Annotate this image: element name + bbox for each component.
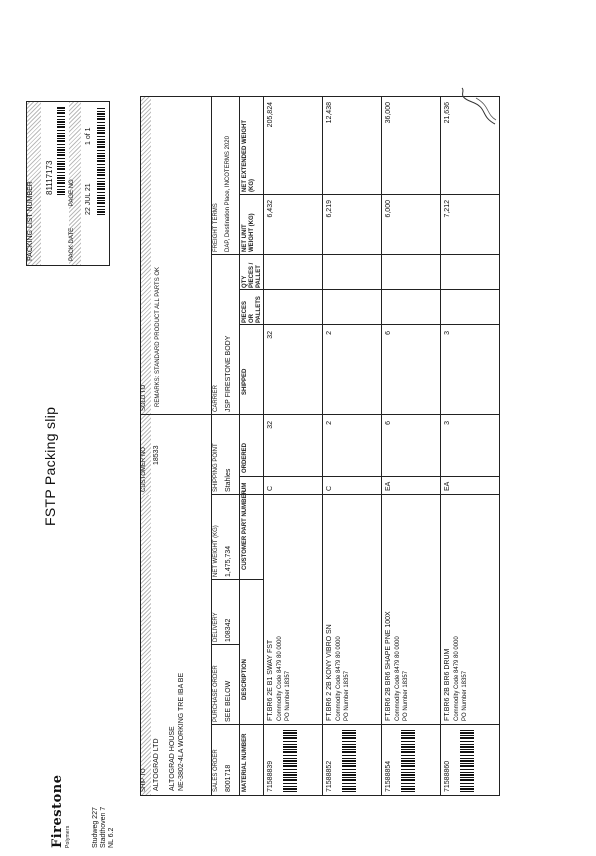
item-po-number: PO Number 18357 (403, 670, 409, 721)
col-pieces-pallets: PIECES OR PALLETS (242, 296, 262, 323)
customer-label: CUSTOMER NO (141, 447, 147, 492)
freight-label: FREIGHT TERMS (213, 203, 219, 252)
material-barcode (401, 730, 415, 792)
material-number: 71588839 (267, 760, 274, 792)
item-extended-weight: 21,636 (444, 102, 451, 124)
pack-date-barcode (97, 107, 105, 215)
col-qty-pieces: QTY PIECES / PALLET (242, 262, 262, 288)
material-barcode (283, 730, 297, 792)
col-net-unit-weight: NET UNIT WEIGHT (KG) (242, 213, 255, 252)
item-po-number: PO Number 18357 (344, 670, 350, 721)
col-shipped: SHIPPED (242, 368, 248, 395)
shipping-point-label: SHIPPING POINT (213, 443, 219, 492)
col-net-extended-weight: NET EXTENDED WEIGHT (KG) (242, 119, 255, 192)
item-description: FT.BR6 2B BR6 DRUM (444, 648, 451, 721)
delivery-value: 108342 (225, 618, 232, 642)
material-barcode (342, 730, 356, 792)
item-unit-weight: 6,000 (385, 200, 392, 218)
customer-header (141, 415, 151, 495)
main-table (140, 96, 500, 796)
item-um: EA (385, 481, 392, 491)
packing-slip-sheet (20, 76, 520, 856)
item-po-number: PO Number 18357 (285, 670, 291, 721)
item-um: EA (444, 481, 451, 491)
item-commodity-code: Commodity Code 8479 80 0000 (277, 636, 283, 721)
net-weight-label: NET WEIGHT (KG) (213, 525, 219, 577)
item-extended-weight: 36,000 (385, 102, 392, 124)
packing-list-box (26, 101, 110, 266)
item-shipped: 6 (385, 331, 392, 335)
item-unit-weight: 6,219 (326, 200, 333, 218)
item-description: FT.BR6 2E B1 SWAY FST (267, 639, 274, 721)
row-divider (381, 97, 382, 795)
col-material: MATERIAL NUMBER (242, 733, 248, 792)
ship-to-name: ALTOGRAD LTD (153, 738, 160, 791)
shipping-point-value: Stahles (225, 468, 232, 492)
col-description: DESCRIPTION (242, 658, 248, 700)
logo-subtitle: Polymers (65, 825, 71, 848)
ship-to-label: SHIP TO (141, 768, 147, 792)
sales-order-value: 8001718 (225, 764, 232, 792)
firestone-logo: Firestone (50, 774, 65, 848)
page-no-label: PAGE NO (69, 179, 75, 207)
item-extended-weight: 12,438 (326, 102, 333, 124)
material-barcode (460, 730, 474, 792)
delivery-label: DELIVERY (213, 612, 219, 642)
item-commodity-code: Commodity Code 8479 80 0000 (395, 636, 401, 721)
net-weight-value: 1,475,734 (225, 545, 232, 577)
customer-number: 18533 (153, 445, 160, 465)
po-label: PURCHASE ORDER (213, 665, 219, 722)
pack-date: 22 JUL 21 (85, 183, 92, 215)
address-line: NL 6.2 (108, 827, 115, 848)
packing-list-label: PACKING LIST NUMBER (27, 181, 34, 261)
item-po-number: PO Number 18357 (462, 670, 468, 721)
pack-date-header (69, 102, 81, 265)
ship-to-addr2: NE-3802-4LA WORKING TRE IBA BE (178, 672, 185, 791)
item-ordered: 6 (385, 421, 392, 425)
col-ordered: ORDERED (242, 442, 248, 473)
item-unit-weight: 6,432 (267, 200, 274, 218)
sold-to-header (141, 97, 151, 414)
item-shipped: 2 (326, 331, 333, 335)
material-number: 71588852 (326, 760, 333, 792)
item-unit-weight: 7,212 (444, 200, 451, 218)
material-number: 71588854 (385, 760, 392, 792)
po-value: SEE BELOW (225, 680, 232, 722)
packing-list-number: 81117173 (45, 160, 54, 195)
item-description: FT.BR6 2B BR6 SHAPE PNE 100X (385, 611, 392, 721)
sales-order-label: SALES ORDER (213, 749, 219, 792)
page-number: 1 of 1 (85, 127, 92, 145)
ship-to-addr1: ALTOGRAD HOUSE (169, 726, 176, 791)
address-line: Stadthoven 7 (100, 806, 107, 848)
packing-list-barcode (57, 107, 65, 195)
pack-date-label: PACK DATE (69, 227, 75, 261)
item-description: FT.BR6 2 2B KONY VIBRO SN (326, 624, 333, 721)
item-ordered: 2 (326, 421, 333, 425)
carrier-label: CARRIER (213, 384, 219, 412)
item-um: C (267, 485, 274, 491)
item-um: C (326, 485, 333, 491)
packing-list-header (27, 102, 41, 265)
freight-value: DAP, Destination Place, INCOTERMS 2020 (225, 136, 231, 252)
item-ordered: 32 (267, 421, 274, 429)
item-extended-weight: 205,824 (267, 102, 274, 128)
address-line: Studweg 227 (92, 807, 99, 848)
sold-to-label: SOLD TO (141, 384, 147, 411)
row-divider (440, 97, 441, 795)
item-commodity-code: Commodity Code 8479 80 0000 (336, 636, 342, 721)
row-divider (322, 97, 323, 795)
signature-scribble (460, 86, 500, 126)
item-commodity-code: Commodity Code 8479 80 0000 (454, 636, 460, 721)
item-ordered: 3 (444, 421, 451, 425)
sold-to-text: REMARKS: STANDARD PRODUCT ALL PARTS OK (155, 266, 161, 407)
col-customer-part: CUSTOMER PART NUMBER (242, 490, 248, 570)
carrier-value: JSP FIRESTONE BODY (225, 335, 232, 412)
item-shipped: 3 (444, 331, 451, 335)
item-shipped: 32 (267, 331, 274, 339)
page-title: FSTP Packing slip (42, 406, 58, 526)
material-number: 71588860 (444, 760, 451, 792)
col-um: UM (242, 482, 248, 492)
